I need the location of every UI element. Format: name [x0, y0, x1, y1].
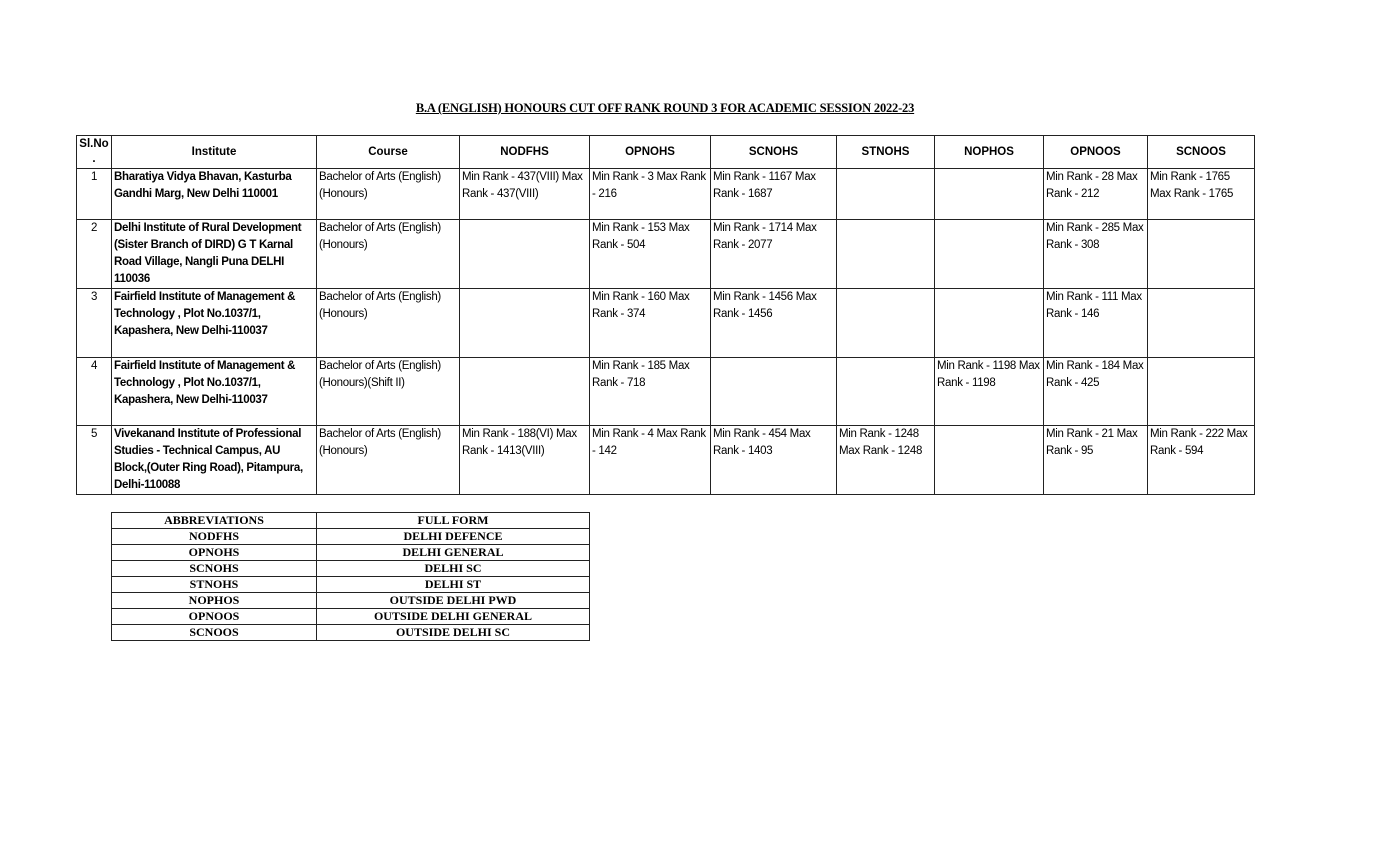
stnohs-cell	[837, 220, 935, 289]
abbr-header: ABBREVIATIONS	[112, 513, 317, 529]
opnoos-cell: Min Rank - 184 Max Rank - 425	[1044, 358, 1148, 426]
full-form-header: FULL FORM	[317, 513, 590, 529]
abbr-cell: SCNOOS	[112, 625, 317, 641]
table-row	[77, 358, 1255, 426]
course-cell: Bachelor of Arts (English)(Honours)	[317, 289, 460, 358]
table-row	[77, 220, 1255, 289]
abbr-row	[112, 529, 590, 545]
full-form-cell: OUTSIDE DELHI GENERAL	[317, 609, 590, 625]
full-form-cell: DELHI GENERAL	[317, 545, 590, 561]
course-cell: Bachelor of Arts (English)(Honours)(Shift II)	[317, 358, 460, 426]
scnohs-cell: Min Rank - 1167 Max Rank - 1687	[711, 169, 837, 220]
col-header-scnoos: SCNOOS	[1148, 136, 1255, 169]
stnohs-cell	[837, 358, 935, 426]
nodfhs-cell	[460, 358, 590, 426]
sl-no-cell: 1	[77, 169, 112, 220]
opnohs-cell: Min Rank - 185 Max Rank - 718	[590, 358, 711, 426]
opnoos-cell: Min Rank - 285 Max Rank - 308	[1044, 220, 1148, 289]
sl-no-cell: 3	[77, 289, 112, 358]
header-row	[77, 136, 1255, 169]
scnoos-cell	[1148, 220, 1255, 289]
stnohs-cell	[837, 289, 935, 358]
abbr-row	[112, 593, 590, 609]
col-header-institute: Institute	[112, 136, 317, 169]
table-row	[77, 426, 1255, 495]
full-form-cell: DELHI SC	[317, 561, 590, 577]
opnohs-cell: Min Rank - 4 Max Rank - 142	[590, 426, 711, 495]
course-cell: Bachelor of Arts (English)(Honours)	[317, 426, 460, 495]
abbr-row	[112, 625, 590, 641]
abbr-cell: STNOHS	[112, 577, 317, 593]
col-header-course: Course	[317, 136, 460, 169]
scnohs-cell: Min Rank - 1456 Max Rank - 1456	[711, 289, 837, 358]
col-header-scnohs: SCNOHS	[711, 136, 837, 169]
cutoff-table	[76, 135, 1255, 495]
scnoos-cell: Min Rank - 1765 Max Rank - 1765	[1148, 169, 1255, 220]
abbr-cell: NOPHOS	[112, 593, 317, 609]
opnoos-cell: Min Rank - 111 Max Rank - 146	[1044, 289, 1148, 358]
nodfhs-cell	[460, 220, 590, 289]
document-title: B.A (ENGLISH) HONOURS CUT OFF RANK ROUND 3 FOR ACADEMIC SESSION 2022-23	[415, 101, 915, 115]
col-header-stnohs: STNOHS	[837, 136, 935, 169]
abbr-cell: NODFHS	[112, 529, 317, 545]
institute-cell: Delhi Institute of Rural Development (Sister Branch of DIRD) G T Karnal Road Village, Nangli Puna DELHI 110036	[112, 220, 317, 289]
col-header-sl-no: Sl.No .	[77, 136, 112, 169]
institute-cell: Fairfield Institute of Management & Technology , Plot No.1037/1, Kapashera, New Delhi-110037	[112, 289, 317, 358]
nophos-cell	[935, 426, 1044, 495]
course-cell: Bachelor of Arts (English)(Honours)	[317, 220, 460, 289]
sl-no-cell: 2	[77, 220, 112, 289]
col-header-opnoos: OPNOOS	[1044, 136, 1148, 169]
nodfhs-cell	[460, 289, 590, 358]
nodfhs-cell: Min Rank - 437(VIII) Max Rank - 437(VIII)	[460, 169, 590, 220]
full-form-cell: OUTSIDE DELHI PWD	[317, 593, 590, 609]
opnoos-cell: Min Rank - 28 Max Rank - 212	[1044, 169, 1148, 220]
col-header-nophos: NOPHOS	[935, 136, 1044, 169]
abbr-cell: OPNOOS	[112, 609, 317, 625]
scnoos-cell	[1148, 289, 1255, 358]
table-row	[77, 289, 1255, 358]
abbreviations-table	[111, 512, 590, 641]
institute-cell: Bharatiya Vidya Bhavan, Kasturba Gandhi Marg, New Delhi 110001	[112, 169, 317, 220]
institute-cell: Fairfield Institute of Management & Technology , Plot No.1037/1, Kapashera, New Delhi-110037	[112, 358, 317, 426]
course-cell: Bachelor of Arts (English)(Honours)	[317, 169, 460, 220]
scnoos-cell: Min Rank - 222 Max Rank - 594	[1148, 426, 1255, 495]
abbr-cell: SCNOHS	[112, 561, 317, 577]
nophos-cell	[935, 220, 1044, 289]
nophos-cell	[935, 289, 1044, 358]
nodfhs-cell: Min Rank - 188(VI) Max Rank - 1413(VIII)	[460, 426, 590, 495]
stnohs-cell	[837, 169, 935, 220]
scnoos-cell	[1148, 358, 1255, 426]
opnohs-cell: Min Rank - 3 Max Rank - 216	[590, 169, 711, 220]
scnohs-cell: Min Rank - 1714 Max Rank - 2077	[711, 220, 837, 289]
abbr-cell: OPNOHS	[112, 545, 317, 561]
opnoos-cell: Min Rank - 21 Max Rank - 95	[1044, 426, 1148, 495]
institute-cell: Vivekanand Institute of Professional Studies - Technical Campus, AU Block,(Outer Ring Road), Pitampura, Delhi-110088	[112, 426, 317, 495]
col-header-opnohs: OPNOHS	[590, 136, 711, 169]
abbr-header-row	[112, 513, 590, 529]
col-header-nodfhs: NODFHS	[460, 136, 590, 169]
abbr-row	[112, 545, 590, 561]
opnohs-cell: Min Rank - 153 Max Rank - 504	[590, 220, 711, 289]
abbr-row	[112, 577, 590, 593]
full-form-cell: OUTSIDE DELHI SC	[317, 625, 590, 641]
stnohs-cell: Min Rank - 1248 Max Rank - 1248	[837, 426, 935, 495]
sl-no-cell: 5	[77, 426, 112, 495]
nophos-cell	[935, 169, 1044, 220]
nophos-cell: Min Rank - 1198 Max Rank - 1198	[935, 358, 1044, 426]
full-form-cell: DELHI DEFENCE	[317, 529, 590, 545]
sl-no-cell: 4	[77, 358, 112, 426]
scnohs-cell	[711, 358, 837, 426]
abbr-row	[112, 561, 590, 577]
abbr-row	[112, 609, 590, 625]
table-row	[77, 169, 1255, 220]
opnohs-cell: Min Rank - 160 Max Rank - 374	[590, 289, 711, 358]
scnohs-cell: Min Rank - 454 Max Rank - 1403	[711, 426, 837, 495]
full-form-cell: DELHI ST	[317, 577, 590, 593]
